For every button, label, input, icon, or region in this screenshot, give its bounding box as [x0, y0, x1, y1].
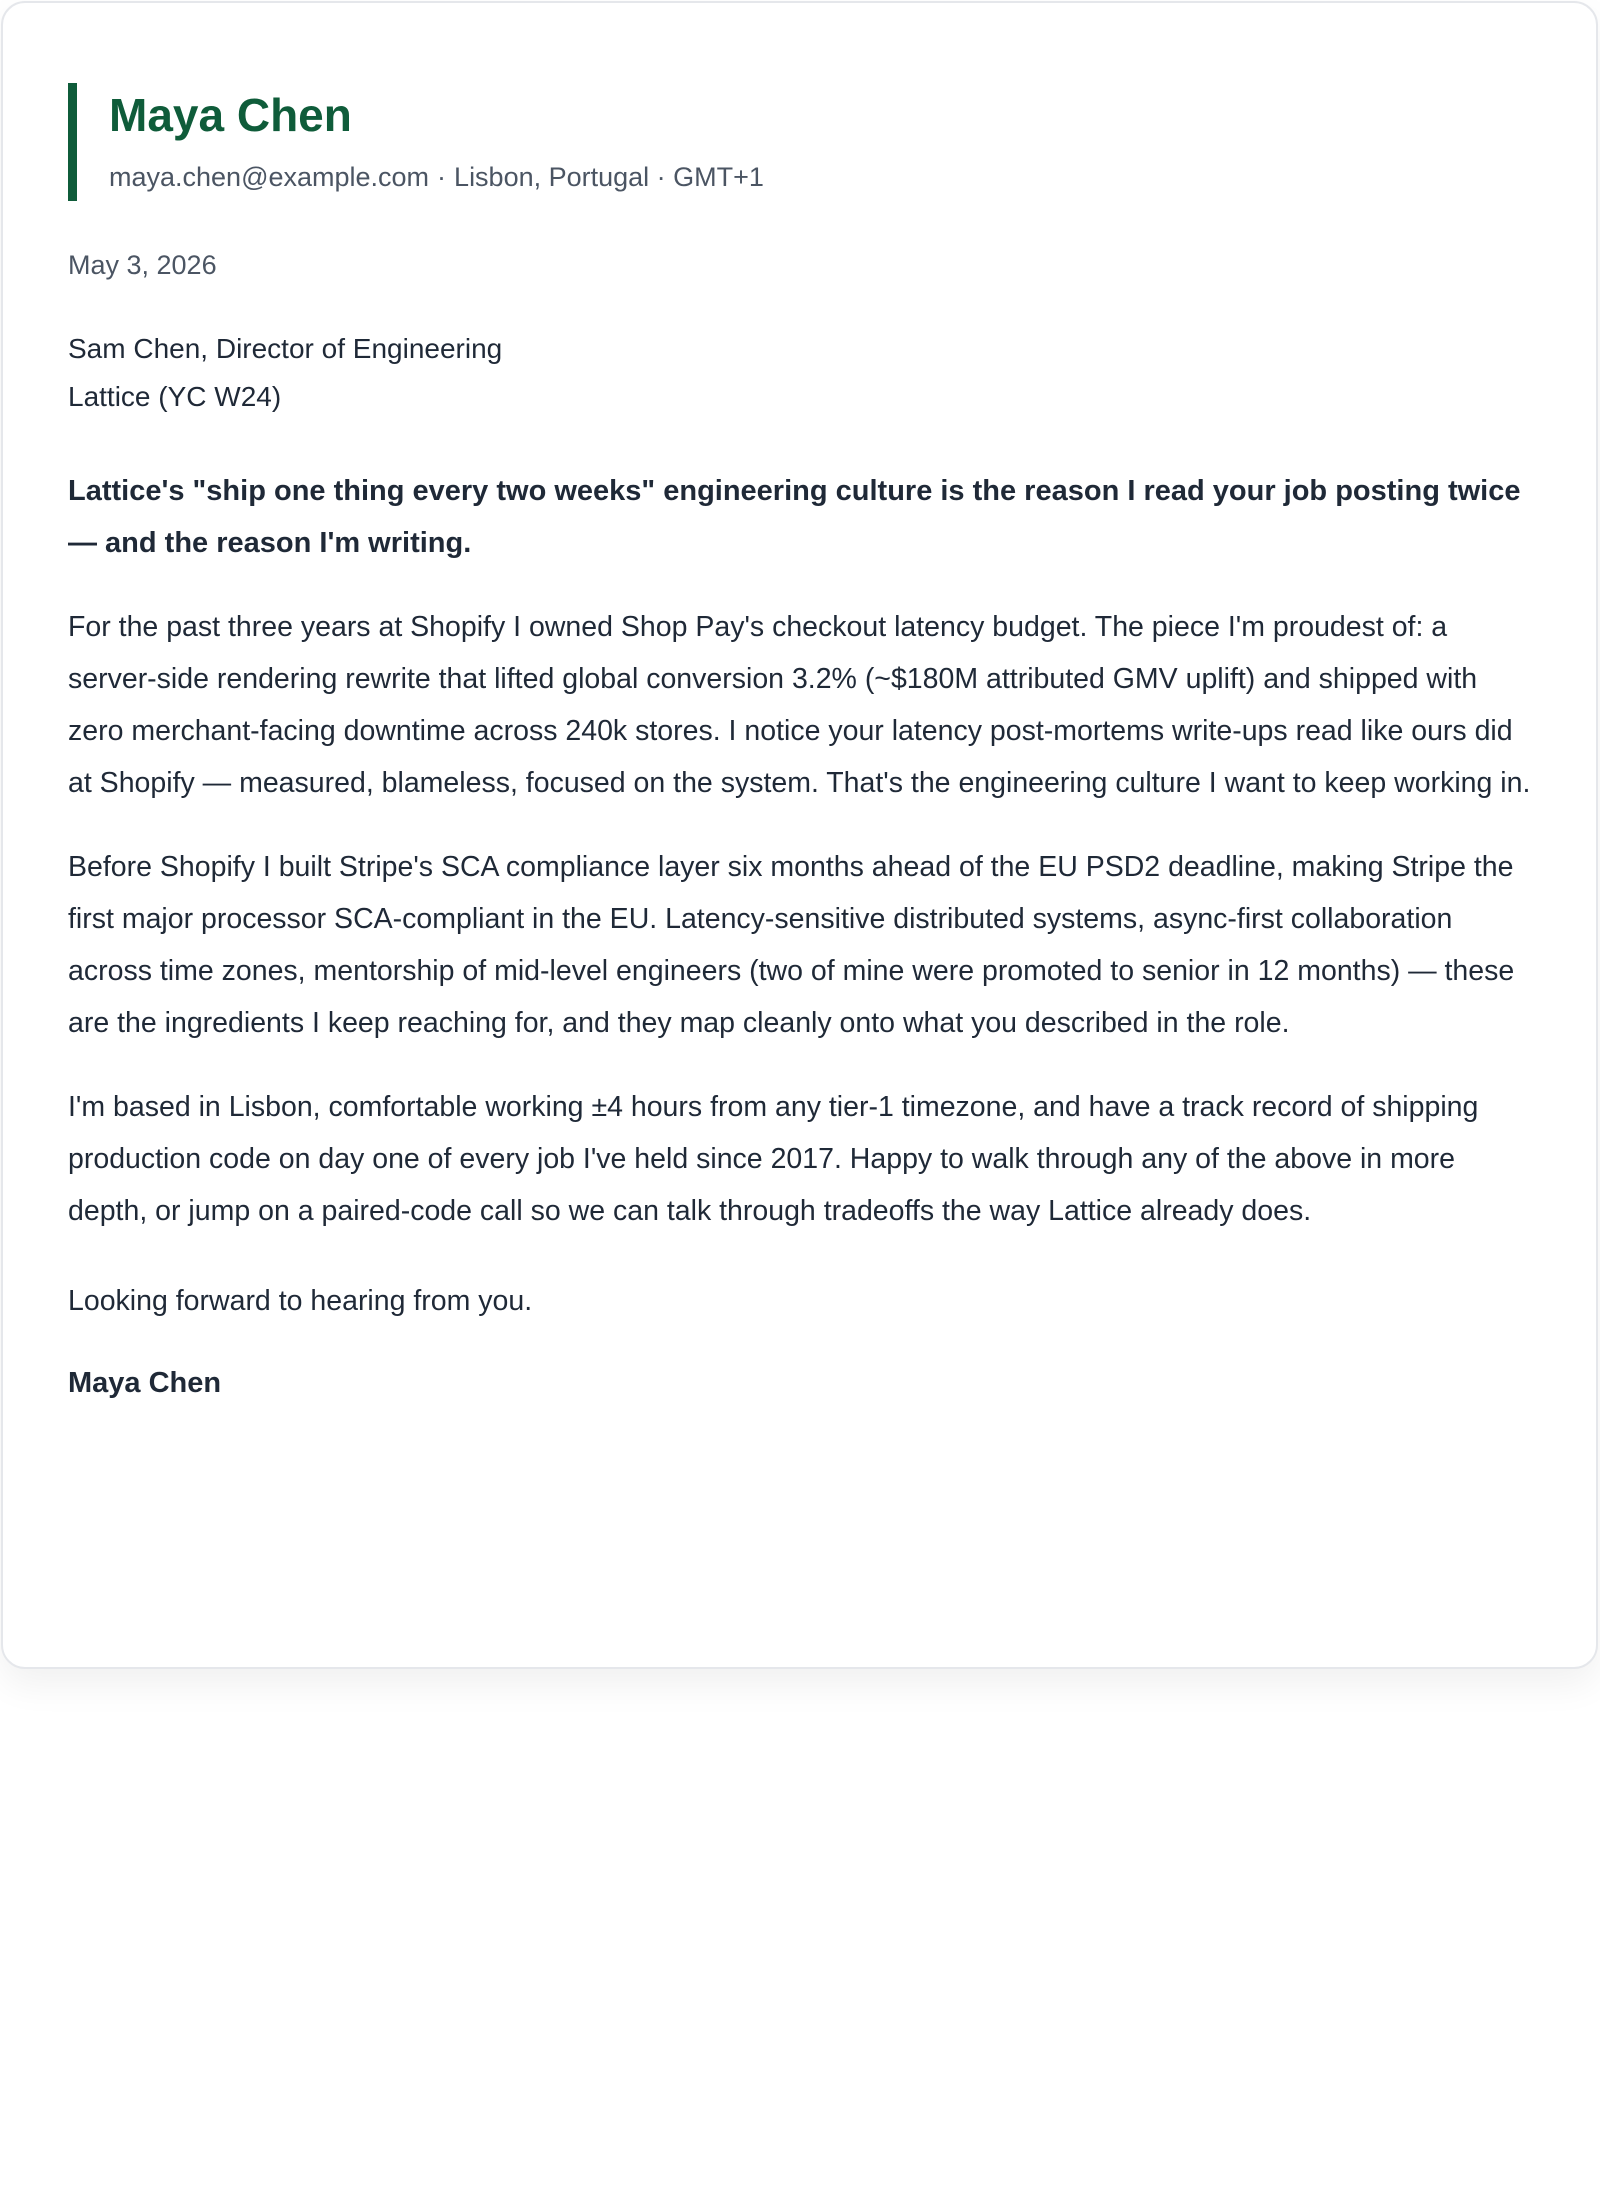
letter-date: May 3, 2026: [68, 250, 217, 280]
sender-name: Maya Chen: [109, 89, 352, 141]
recipient-company: Lattice (YC W24): [68, 381, 282, 412]
letter-lead: Lattice's "ship one thing every two weeks" engineering culture is the reason I read your job posting twice — and the reason I'm writing.: [68, 475, 1521, 559]
cover-letter-card: [1, 1, 1598, 1669]
sender-location: Lisbon, Portugal · GMT+1: [454, 162, 764, 192]
letter-closing: Looking forward to hearing from you.: [68, 1285, 533, 1317]
letter-paragraph: For the past three years at Shopify I owned Shop Pay's checkout latency budget. The piece I'm proudest of: a server-side rendering rewrite that lifted global conversion 3.2% (~$180M attributed GMV uplift) and shipped with zero merchant-facing downtime across 240k stores. I notice your latency post-mortems write-ups read like ours did at Shopify — measured, blameless, focused on the system. That's the engineering culture I want to keep working in.: [68, 611, 1531, 799]
sender-contact: [109, 159, 1531, 195]
letter-paragraph: Before Shopify I built Stripe's SCA compliance layer six months ahead of the EU PSD2 deadline, making Stripe the first major processor SCA-compliant in the EU. Latency-sensitive distributed systems, async-first collaboration across time zones, mentorship of mid-level engineers (two of mine were promoted to senior in 12 months) — these are the ingredients I keep reaching for, and they map cleanly onto what you described in the role.: [68, 851, 1515, 1039]
letter-paragraph: I'm based in Lisbon, comfortable working ±4 hours from any tier-1 timezone, and have a track record of shipping production code on day one of every job I've held since 2017. Happy to walk through any of the above in more depth, or jump on a paired-code call so we can talk through tradeoffs the way Lattice already does.: [68, 1091, 1479, 1227]
recipient-block: [68, 325, 1531, 421]
contact-separator: ·: [437, 162, 447, 192]
sender-email: maya.chen@example.com: [109, 162, 430, 192]
recipient-name-title: Sam Chen, Director of Engineering: [68, 333, 503, 364]
letter-header: [68, 83, 1531, 201]
letter-signature: Maya Chen: [68, 1367, 222, 1399]
